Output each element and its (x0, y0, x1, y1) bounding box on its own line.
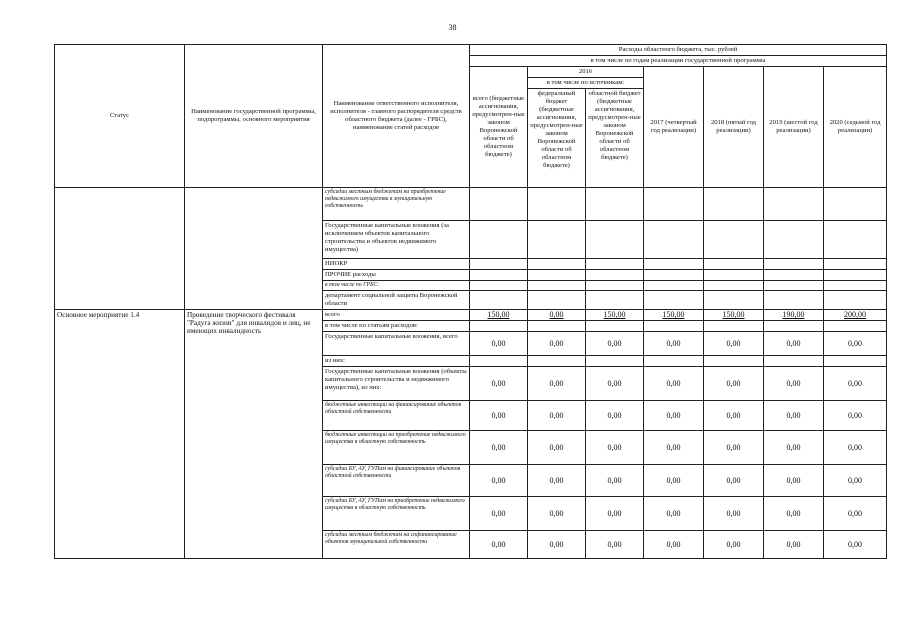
value-cell: 0,00 (586, 431, 644, 465)
value-cell: 150,00 (722, 310, 745, 319)
value-cell: 0,00 (470, 465, 528, 497)
row-label: бюджетные инвестиции на приобретение недвижимого имущества в областную собственность (323, 431, 470, 465)
value-cell: 0,00 (470, 401, 528, 431)
year-2017-header: 2017 (четвертый год реализации) (644, 67, 704, 188)
row-label: всего (323, 310, 470, 321)
value-cell: 0,00 (528, 401, 586, 431)
value-cell: 0,00 (824, 401, 887, 431)
row-label: Государственные капитальные вложения (за исключением объектов капитального строительства и объектов недвижимого имущества) (323, 221, 470, 259)
value-cell: 0,00 (644, 332, 704, 356)
value-cell: 0,00 (704, 465, 764, 497)
row-label: в том числе по ГРБС: (323, 281, 470, 291)
header-row-1 (55, 45, 887, 56)
value-cell: 0,00 (824, 332, 887, 356)
value-cell: 0,00 (704, 401, 764, 431)
year-2019-header: 2019 (шестой год реализации) (764, 67, 824, 188)
table-row (55, 310, 887, 321)
row-label: субсидии БУ, АУ, ГУПам на финансирование объектов областной собственности (323, 465, 470, 497)
row-label: департамент социальной защиты Воронежской области (323, 291, 470, 310)
year-2018-header: 2018 (пятый год реализации) (704, 67, 764, 188)
value-cell: 150,00 (603, 310, 626, 319)
by-sources-header: в том числе по источникам: (528, 78, 644, 89)
value-cell: 0,00 (470, 497, 528, 531)
row-label: бюджетные инвестиции на финансирование объектов областной собственности (323, 401, 470, 431)
value-cell: 0,00 (470, 332, 528, 356)
value-cell: 0,00 (528, 367, 586, 401)
value-cell: 0,00 (644, 531, 704, 559)
value-cell: 0,00 (528, 431, 586, 465)
row-label: ПРОЧИЕ расходы (323, 270, 470, 281)
value-cell: 0,00 (824, 531, 887, 559)
value-cell: 0,00 (586, 465, 644, 497)
value-cell: 0,00 (644, 431, 704, 465)
row-label: субсидии местным бюджетам на софинансирование объектов муниципальной собственности (323, 531, 470, 559)
value-cell: 0,00 (764, 367, 824, 401)
value-cell: 0,00 (586, 332, 644, 356)
value-cell: 0,00 (824, 367, 887, 401)
row-label: субсидии БУ, АУ, ГУПам на приобретение недвижимого имущества в областную собственность (323, 497, 470, 531)
value-cell: 0,00 (704, 332, 764, 356)
row-label: НИОКР (323, 259, 470, 270)
value-cell: 0,00 (528, 531, 586, 559)
year-2016-header: 2016 (528, 67, 644, 78)
value-cell: 0,00 (586, 497, 644, 531)
value-cell: 0,00 (470, 431, 528, 465)
value-cell: 0,00 (764, 497, 824, 531)
value-cell: 0,00 (470, 367, 528, 401)
program-name-header: Наименование государственной программы, подпрограммы, основного мероприятия (185, 45, 323, 188)
row-label: Государственные капитальные вложения, всего (323, 332, 470, 356)
value-cell: 0,00 (764, 531, 824, 559)
value-cell: 0,00 (528, 332, 586, 356)
value-cell: 0,00 (764, 401, 824, 431)
value-cell: 0,00 (824, 431, 887, 465)
value-cell: 0,00 (470, 531, 528, 559)
value-cell: 0,00 (704, 431, 764, 465)
value-cell: 0,00 (764, 332, 824, 356)
value-cell: 0,00 (586, 367, 644, 401)
executor-header: Наименование ответственного исполнителя, исполнителя - главного распорядителя средств областного бюджета (далее - ГРБС), наименование статей расходов (323, 45, 470, 188)
row-label: Государственные капитальные вложения (объекты капитального строительства и недвижимого имущества), из них: (323, 367, 470, 401)
status-cell (55, 188, 185, 310)
table-row (55, 188, 887, 221)
value-cell: 0,00 (528, 497, 586, 531)
value-cell: 0,00 (704, 367, 764, 401)
value-cell: 0,00 (644, 367, 704, 401)
program-cell (185, 188, 323, 310)
value-cell: 0,00 (586, 531, 644, 559)
value-cell: 200,00 (844, 310, 867, 319)
value-cell: 0,00 (824, 497, 887, 531)
budget-table (54, 44, 887, 559)
value-cell: 0,00 (644, 401, 704, 431)
page-number: 38 (448, 23, 457, 32)
row-label: из них: (323, 356, 470, 367)
value-cell: 0,00 (704, 531, 764, 559)
value-cell: 0,00 (764, 465, 824, 497)
status-header: Статус (55, 45, 185, 188)
federal-header: федеральный бюджет (бюджетные ассигнования, предусмотрен-ные законом Воронежской области об областном бюджете) (528, 89, 586, 188)
expenses-header: Расходы областного бюджета, тыс. рублей (470, 45, 887, 56)
measure-status: Основное мероприятие 1.4 (55, 310, 185, 559)
by-years-header: в том числе по годам реализации государственной программы (470, 56, 887, 67)
value-cell: 0,00 (586, 401, 644, 431)
row-label: субсидии местным бюджетам на приобретение недвижимого имущества в муниципальную собственность (323, 188, 470, 221)
value-cell: 0,00 (764, 431, 824, 465)
value-cell: 0,00 (824, 465, 887, 497)
value-cell: 0,00 (704, 497, 764, 531)
row-label: в том числе по статьям расходов: (323, 321, 470, 332)
value-cell: 0,00 (644, 497, 704, 531)
value-cell: 150,00 (487, 310, 510, 319)
value-cell: 150,00 (662, 310, 685, 319)
value-cell: 0,00 (528, 465, 586, 497)
measure-name: Проведение творческого фестиваля "Радуга жизни" для инвалидов и лиц, не имеющих инвалидность (185, 310, 323, 559)
regional-header: областной бюджет (бюджетные ассигнования, предусмотрен-ные законом Воронежской области об областном бюджете) (586, 89, 644, 188)
total-header: всего (бюджетные ассигнования, предусмотрен-ные законом Воронежской области об областном бюджете) (470, 67, 528, 188)
year-2020-header: 2020 (седьмой год реализации) (824, 67, 887, 188)
value-cell: 190,00 (782, 310, 805, 319)
value-cell: 0,00 (644, 465, 704, 497)
value-cell: 0,00 (549, 310, 564, 319)
